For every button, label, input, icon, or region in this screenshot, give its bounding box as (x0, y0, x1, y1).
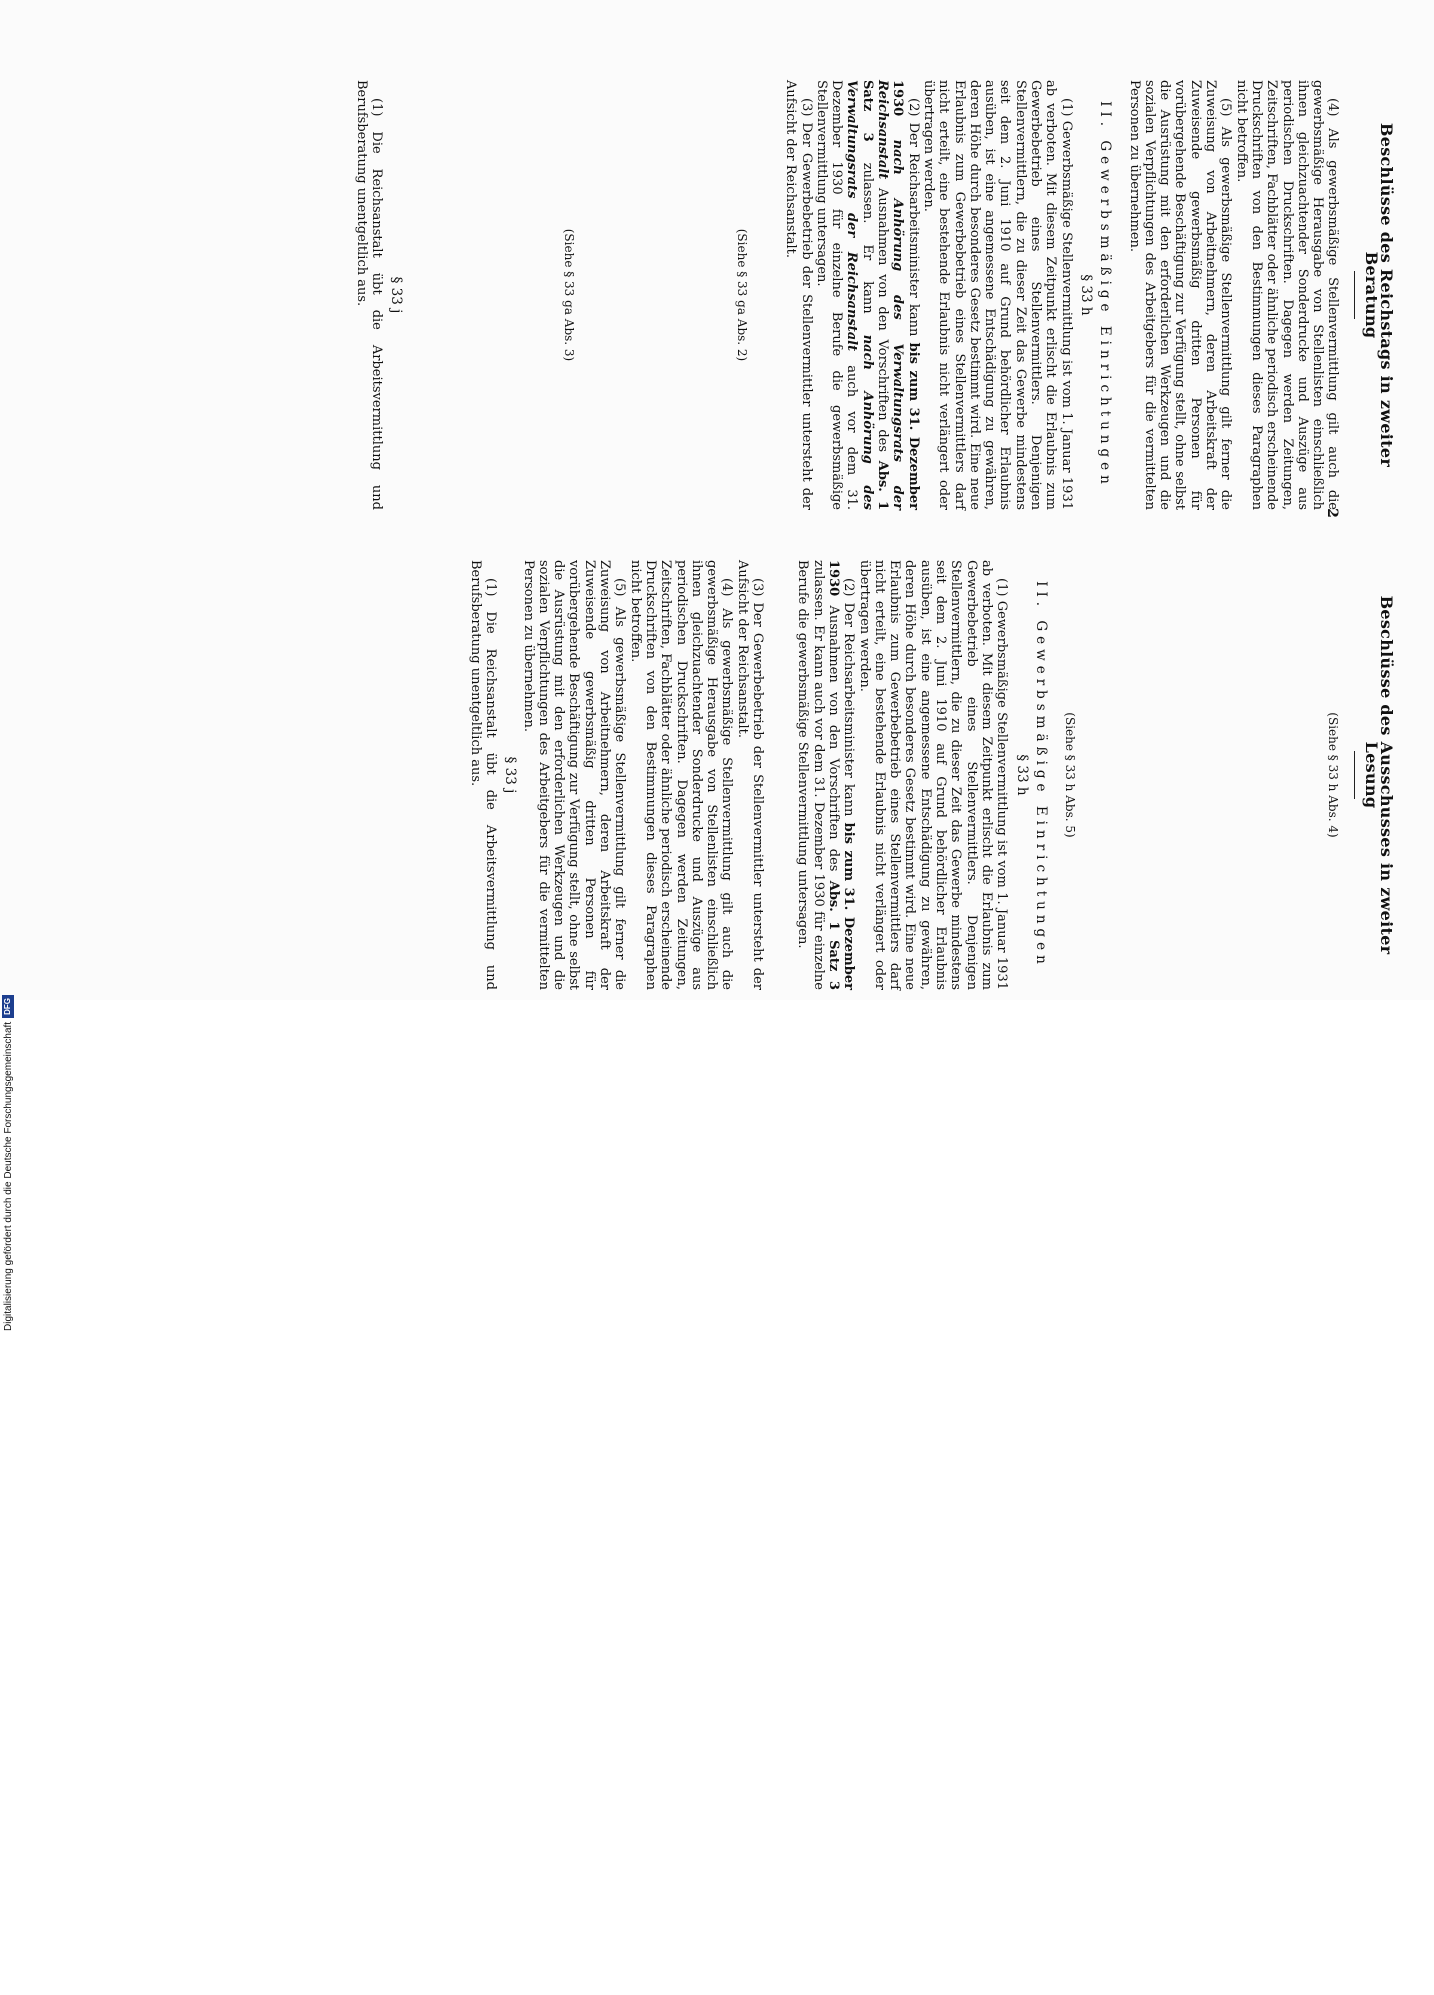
heading-rule (1354, 751, 1355, 799)
paragraph-number: § 33 h (1077, 274, 1094, 316)
clause-6: (1) Die Reichsanstalt übt die Arbeitsvermittlung und Berufsberatung unentgeltlich aus. (353, 80, 385, 510)
section-heading: II. Gewerbsmäßige Einrichtungen (1097, 101, 1114, 489)
paragraph-number: § 33 h (1013, 754, 1030, 796)
clause-3: (3) Der Gewerbebetrieb der Stellenvermittler untersteht der Aufsicht der Reichsanstalt. (783, 80, 814, 510)
paragraph-number: § 33 j (388, 276, 405, 314)
clause-4: (4) Als gewerbsmäßige Stellenvermittlung gilt auch die gewerbsmäßige Herausgabe von Stellenlisten einschließlich ihnen gleichzuachtender Sonderdrucke und Auszüge aus periodischen Druckschriften. Dagegen werden Zeitungen, Zeitschriften, Fachblätter oder ähnliche periodisch erscheinende Druckschriften von den Bestimmungen dieses Paragraphen nicht betroffen. (1233, 80, 1341, 510)
column-heading: Beschlüsse des Reichstags in zweiter Beratung (1361, 122, 1396, 468)
page-number: 2 (1323, 508, 1340, 518)
clause-2: (2) Der Reichsarbeitsminister kann bis zum 31. Dezember 1930 Ausnahmen von den Vorschriften des Abs. 1 Satz 3 zulassen. Er kann auch vor dem 31. Dezember 1930 für einzelne Berufe die gewerbsmäßige Stellenvermittlung untersagen. (795, 560, 857, 990)
column-reichstag (144, 80, 1394, 510)
clause-4: (4) Als gewerbsmäßige Stellenvermittlung gilt auch die gewerbsmäßige Herausgabe von Stellenlisten einschließlich ihnen gleichzuachtender Sonderdrucke und Auszüge aus periodischen Druckschriften. Dagegen werden Zeitungen, Zeitschriften, Fachblätter oder ähnliche periodisch erscheinende Druckschriften von den Bestimmungen dieses Paragraphen nicht betroffen. (627, 560, 735, 990)
clause-5: (5) Als gewerbsmäßige Stellenvermittlung gilt ferner die Zuweisung von Arbeitnehmern, deren Arbeitskraft der Zuweisende gewerbsmäßig dritten Personen für vorübergehende Beschäftigung zur Verfügung stellt, ohne selbst die Ausrüstung mit den erforderlichen Werkzeugen und die sozialen Verpflichtungen des Arbeitgebers für die vermittelten Personen zu übernehmen. (520, 560, 628, 990)
cross-reference: (Siehe § 33 ga Abs. 3) (561, 228, 576, 362)
clause-1: (1) Gewerbsmäßige Stellenvermittlung ist vom 1. Januar 1931 ab verboten. Mit diesem Zeitpunkt erlischt die Erlaubnis zum Gewerbebetrieb eines Stellenvermittlers. Denjenigen Stellenvermittlern, die zu dieser Zeit das Gewerbe mindestens seit dem 2. Juni 1910 auf Grund behördlicher Erlaubnis ausüben, ist eine angemessene Entschädigung zu gewähren, deren Höhe durch besonderes Gesetz bestimmt wird. Eine neue Erlaubnis zum Gewerbebetrieb eines Stellenvermittlers darf nicht erteilt, eine bestehende Erlaubnis nicht verlängert oder übertragen werden. (920, 80, 1074, 510)
clause-6: (1) Die Reichsanstalt übt die Arbeitsvermittlung und Berufsberatung unentgeltlich aus. (467, 560, 499, 990)
paragraph-number: § 33 j (502, 756, 519, 794)
digitization-footer (0, 995, 18, 1995)
column-committee (144, 560, 1394, 990)
clause-1: (1) Gewerbsmäßige Stellenvermittlung ist vom 1. Januar 1931 ab verboten. Mit diesem Zeitpunkt erlischt die Erlaubnis zum Gewerbebetrieb eines Stellenvermittlers. Denjenigen Stellenvermittlern, die zu dieser Zeit das Gewerbe mindestens seit dem 2. Juni 1910 auf Grund behördlicher Erlaubnis ausüben, ist eine angemessene Entschädigung zu gewähren, deren Höhe durch besonderes Gesetz bestimmt wird. Eine neue Erlaubnis zum Gewerbebetrieb eines Stellenvermittlers darf nicht erteilt, eine bestehende Erlaubnis nicht verlängert oder übertragen werden. (856, 560, 1010, 990)
cross-reference: (Siehe § 33 h Abs. 4) (1326, 712, 1341, 838)
footer-text: Digitalisierung gefördert durch die Deutsche Forschungsgemeinschaft (3, 1021, 14, 1331)
column-heading: Beschlüsse des Ausschusses in zweiter Lesung (1361, 595, 1396, 955)
clause-2: (2) Der Reichsarbeitsminister kann bis zum 31. Dezember 1930 nach Anhörung des Verwaltungsrats der Reichsanstalt Ausnahmen von den Vorschriften des Abs. 1 Satz 3 zulassen. Er kann nach Anhörung des Verwaltungsrats der Reichsanstalt auch vor dem 31. Dezember 1930 für einzelne Berufe die gewerbsmäßige Stellenvermittlung untersagen. (813, 80, 921, 511)
dfg-logo: DFG (2, 995, 14, 1018)
clause-3: (3) Der Gewerbebetrieb der Stellenvermittler untersteht der Aufsicht der Reichsanstalt. (734, 560, 766, 990)
clause-5: (5) Als gewerbsmäßige Stellenvermittlung gilt ferner die Zuweisung von Arbeitnehmern, deren Arbeitskraft der Zuweisende gewerbsmäßig dritten Personen für vorübergehende Beschäftigung zur Verfügung stellt, ohne selbst die Ausrüstung mit den erforderlichen Werkzeugen und die sozialen Verpflichtungen des Arbeitgebers für die vermittelten Personen zu übernehmen. (1126, 80, 1234, 510)
heading-rule (1354, 271, 1355, 319)
cross-reference: (Siehe § 33 h Abs. 5) (1063, 712, 1078, 838)
cross-reference: (Siehe § 33 ga Abs. 2) (735, 228, 750, 362)
section-heading: II. Gewerbsmäßige Einrichtungen (1032, 581, 1049, 969)
